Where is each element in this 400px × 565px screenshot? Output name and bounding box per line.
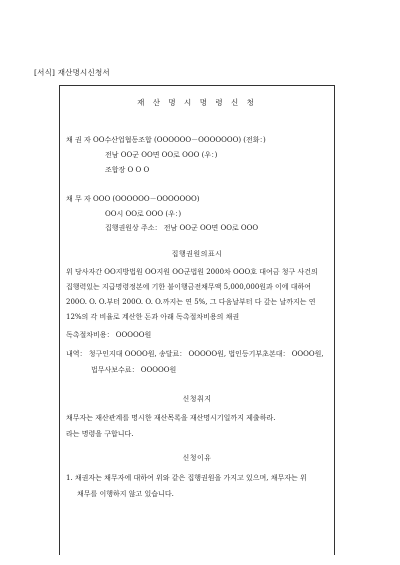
creditor-line-1: 채 권 자 OO수산업협동조합 (OOOOOO－OOOOOOO) (전화：)	[66, 136, 266, 144]
reason-line-2: 채무를 이행하지 않고 있습니다.	[77, 490, 174, 498]
demand-procedure-cost: 독촉절차비용： OOOOO원	[66, 331, 152, 339]
execution-text-line: 위 당사자간 OO지방법원 OO지원 OO군법원 2000차 OOO호 대여금 청구 사건의	[66, 268, 318, 276]
application-form	[59, 85, 335, 555]
purpose-line-1: 채무자는 재산관계를 명시한 재산목록을 재산명시기일까지 제출하라.	[66, 414, 276, 422]
form-label: [서식] 재산명시신청서	[34, 68, 110, 77]
purpose-line-2: 라는 명령을 구합니다.	[66, 430, 134, 438]
creditor-address: 전남 OO군 OO면 OO로 OOO (우：)	[105, 151, 218, 159]
execution-text-line: 집행력있는 지급명령정본에 기한 불이행금전채무액 5,000,000원과 이에 대하여	[66, 283, 312, 291]
creditor-representative: 조합장 O O O	[105, 166, 150, 174]
execution-text-line: 12%의 각 비율로 계산한 돈과 아래 독촉절차비용의 채권	[66, 313, 240, 321]
execution-text-line: 200O. O. O.부터 200O. O. O.까지는 연 5%, 그 다음날부터 다 갚는 날까지는 연	[66, 298, 316, 306]
debtor-line-1: 채 무 자 OOO (OOOOOO－OOOOOOO)	[66, 195, 200, 203]
document-title: 재 산 명 시 명 령 신 청	[137, 98, 257, 107]
debtor-address: OO시 OO로 OOO (우：)	[105, 210, 182, 218]
reason-line-1: 1. 채권자는 채무자에 대하여 위와 같은 집행권원을 가지고 있으며, 채무자는 위	[66, 474, 307, 482]
cost-breakdown-line-1: 내역： 청구인지대 OOOO원, 송달료： OOOOO원, 법인등기부초본대： OOOO원,	[66, 350, 324, 358]
title-of-execution-heading: 집행권원의표시	[171, 250, 223, 258]
purpose-heading: 신청취지	[182, 395, 212, 403]
cost-breakdown-line-2: 법무사보수료： OOOOO원	[91, 366, 177, 374]
reason-heading: 신청이유	[182, 454, 212, 462]
debtor-registered-address: 집행권원상 주소： 전남 OO군 OO면 OO로 OOO	[105, 224, 259, 232]
